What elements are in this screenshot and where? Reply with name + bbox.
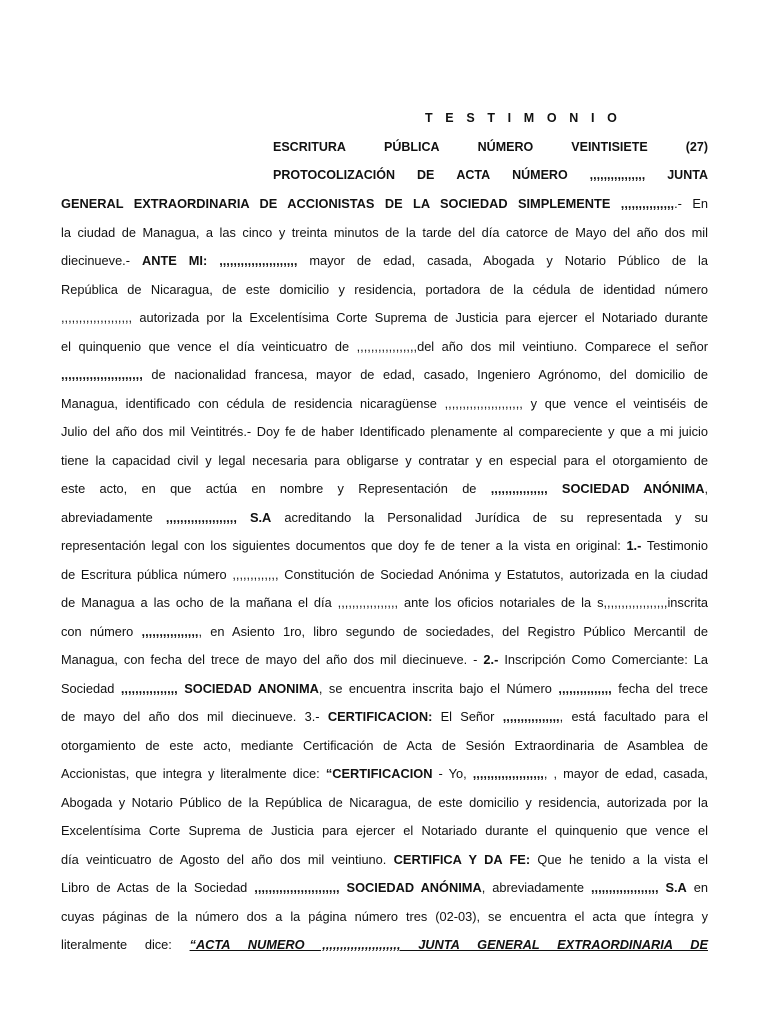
- header-word: VEINTISIETE: [571, 140, 648, 154]
- text-line: [61, 738, 708, 754]
- text-line: [61, 481, 708, 497]
- text-segment: de nacionalidad francesa, mayor de edad, casado, Ingeniero Agrónomo, del domicilio de: [142, 367, 708, 382]
- text-line: [61, 766, 708, 782]
- text-line: [61, 624, 708, 640]
- text-segment: ,,,,,,,,,,,,,,,,,,,, S.A: [165, 509, 272, 525]
- text-segment: ANTE MI: ,,,,,,,,,,,,,,,,,,,,,,: [141, 253, 298, 268]
- text-segment: acreditando la Personalidad Jurídica de su representada y su: [271, 509, 709, 525]
- text-segment: 2.-: [483, 652, 499, 667]
- text-segment: de Managua a las ocho de la mañana el día ,,,,,,,,,,,,,,,,, ante los oficios notariales de la s,,,,,,,,,,,,,,,,,,inscrita: [61, 595, 708, 610]
- text-line: [61, 937, 708, 953]
- text-segment: .- En: [674, 196, 708, 211]
- text-segment: Managua, con fecha del trece de mayo del año dos mil diecinueve. -: [61, 652, 484, 667]
- header-word: ,,,,,,,,,,,,,,,,: [589, 168, 646, 182]
- header-word: DE: [416, 168, 435, 182]
- text-line: [61, 225, 708, 241]
- text-segment: cuyas páginas de la número dos a la página número tres (02-03), se encuentra el acta que íntegra y: [61, 908, 708, 924]
- text-segment: , , mayor de edad, casada,: [543, 766, 708, 781]
- text-line: [61, 823, 708, 839]
- text-segment: literalmente dice:: [61, 937, 190, 952]
- text-segment: ,,,,,,,,,,,,,,,,,,,,,,,, SOCIEDAD ANÓNIMA: [254, 880, 482, 895]
- text-line: [61, 310, 708, 326]
- text-segment: ,,,,,,,,,,,,,,,,,,,,: [472, 766, 544, 781]
- text-segment: otorgamiento de este acto, mediante Certificación de Acta de Sesión Extraordinaria de Asamblea de: [61, 737, 708, 753]
- text-line: [61, 681, 708, 697]
- text-segment: - Yo,: [432, 766, 473, 781]
- text-line: [61, 424, 708, 440]
- text-segment: Que he tenido a la vista el: [530, 851, 708, 867]
- text-segment: ,,,,,,,,,,,,,,,,: [502, 709, 560, 724]
- text-segment: ,,,,,,,,,,,,,,,,,,,, autorizada por la Excelentísima Corte Suprema de Justicia para ejercer el Notariado durante: [61, 310, 708, 325]
- text-segment: Inscripción Como Comerciante: La: [498, 652, 709, 667]
- text-line: [61, 253, 708, 269]
- text-segment: día veinticuatro de Agosto del año dos mil veintiuno.: [61, 851, 394, 867]
- text-segment: El Señor: [432, 709, 503, 724]
- text-segment: Libro de Actas de la Sociedad: [61, 880, 255, 895]
- text-segment: Testimonio: [641, 538, 708, 553]
- text-segment: CERTIFICACION:: [327, 709, 433, 724]
- text-segment: mayor de edad, casada, Abogada y Notario Público de la: [297, 253, 708, 268]
- text-line: [61, 595, 708, 611]
- text-line: [61, 880, 708, 896]
- text-segment: Abogada y Notario Público de la República de Nicaragua, de este domicilio y residencia, autorizada por la: [61, 794, 708, 810]
- header-word: PÚBLICA: [384, 140, 440, 154]
- header-word: ACTA: [456, 168, 491, 182]
- text-line: [61, 567, 708, 583]
- text-segment: ,,,,,,,,,,,,,,,: [558, 680, 612, 696]
- text-segment: Managua, identificado con cédula de residencia nicaragüense ,,,,,,,,,,,,,,,,,,,,,, y que vence el veintiséis de: [61, 395, 708, 411]
- header-line-1: [273, 140, 708, 154]
- text-segment: ,: [704, 481, 708, 496]
- text-segment: representación legal con los siguientes documentos que doy fe de tener a la vista en original:: [61, 538, 627, 553]
- text-line: [61, 709, 708, 725]
- text-segment: de mayo del año dos mil diecinueve. 3.-: [61, 709, 328, 724]
- header-word: NÚMERO: [477, 140, 534, 154]
- text-segment: el quinquenio que vence el día veinticuatro de ,,,,,,,,,,,,,,,,,del año dos mil veintiuno. Comparece el señor: [61, 338, 708, 354]
- text-segment: , abreviadamente: [481, 880, 591, 895]
- text-segment: “CERTIFICACION: [325, 766, 433, 781]
- text-segment: Excelentísima Corte Suprema de Justicia para ejercer el Notariado durante el quinquenio que vence el: [61, 823, 708, 838]
- header-word: ESCRITURA: [273, 140, 346, 154]
- text-segment: fecha del trece: [611, 680, 709, 696]
- text-segment: de Escritura pública número ,,,,,,,,,,,,, Constitución de Sociedad Anónima y Estatutos, autorizada en la ciudad: [61, 566, 708, 582]
- text-segment: “ACTA NUMERO ,,,,,,,,,,,,,,,,,,,,,, JUNTA GENERAL EXTRAORDINARIA DE: [189, 937, 708, 952]
- text-segment: , en Asiento 1ro, libro segundo de sociedades, del Registro Público Mercantil de: [198, 623, 709, 639]
- text-segment: este acto, en que actúa en nombre y Representación de: [61, 481, 491, 496]
- text-line: [61, 396, 708, 412]
- text-segment: ,,,,,,,,,,,,,,,,: [141, 623, 199, 639]
- header-word: NÚMERO: [512, 168, 568, 182]
- text-line: [61, 453, 708, 469]
- text-line: [61, 510, 708, 526]
- header-line-2: [273, 168, 708, 182]
- text-segment: ,,,,,,,,,,,,,,,,,,, S.A: [590, 880, 687, 895]
- text-line: [61, 538, 708, 554]
- text-segment: ,,,,,,,,,,,,,,,,,,,,,,,: [61, 367, 143, 382]
- text-line: [61, 196, 708, 212]
- document-title: T E S T I M O N I O: [425, 111, 622, 125]
- text-line: [61, 282, 708, 298]
- header-word: JUNTA: [667, 168, 708, 182]
- text-segment: CERTIFICA Y DA FE:: [393, 851, 531, 867]
- text-segment: ,,,,,,,,,,,,,,,, SOCIEDAD ANONIMA: [120, 680, 319, 696]
- text-segment: ,,,,,,,,,,,,,,,, SOCIEDAD ANÓNIMA: [490, 481, 705, 496]
- text-line: [61, 852, 708, 868]
- header-word: PROTOCOLIZACIÓN: [273, 168, 395, 182]
- text-line: [61, 795, 708, 811]
- text-line: [61, 909, 708, 925]
- text-segment: abreviadamente: [61, 509, 166, 525]
- text-line: [61, 339, 708, 355]
- text-segment: República de Nicaragua, de este domicilio y residencia, portadora de la cédula de identidad número: [61, 281, 708, 297]
- text-segment: , está facultado para el: [559, 709, 708, 724]
- header-word: (27): [685, 140, 708, 154]
- text-line: [61, 367, 708, 383]
- text-segment: con número: [61, 623, 142, 639]
- text-segment: tiene la capacidad civil y legal necesaria para obligarse y contratar y en especial para el otorgamiento de: [61, 452, 708, 468]
- text-segment: diecinueve.-: [61, 253, 142, 268]
- text-segment: en: [686, 880, 708, 895]
- text-segment: la ciudad de Managua, a las cinco y treinta minutos de la tarde del día catorce de Mayo del año dos mil: [61, 224, 708, 240]
- text-segment: GENERAL EXTRAORDINARIA DE ACCIONISTAS DE LA SOCIEDAD SIMPLEMENTE ,,,,,,,,,,,,,,,: [61, 196, 675, 211]
- text-segment: Sociedad: [61, 680, 121, 696]
- text-segment: 1.-: [626, 538, 642, 553]
- text-segment: Julio del año dos mil Veintitrés.- Doy fe de haber Identificado plenamente al compareciente y que a mi juicio: [61, 424, 708, 439]
- text-line: [61, 652, 708, 668]
- text-segment: Accionistas, que integra y literalmente dice:: [61, 766, 326, 781]
- text-segment: , se encuentra inscrita bajo el Número: [318, 680, 559, 696]
